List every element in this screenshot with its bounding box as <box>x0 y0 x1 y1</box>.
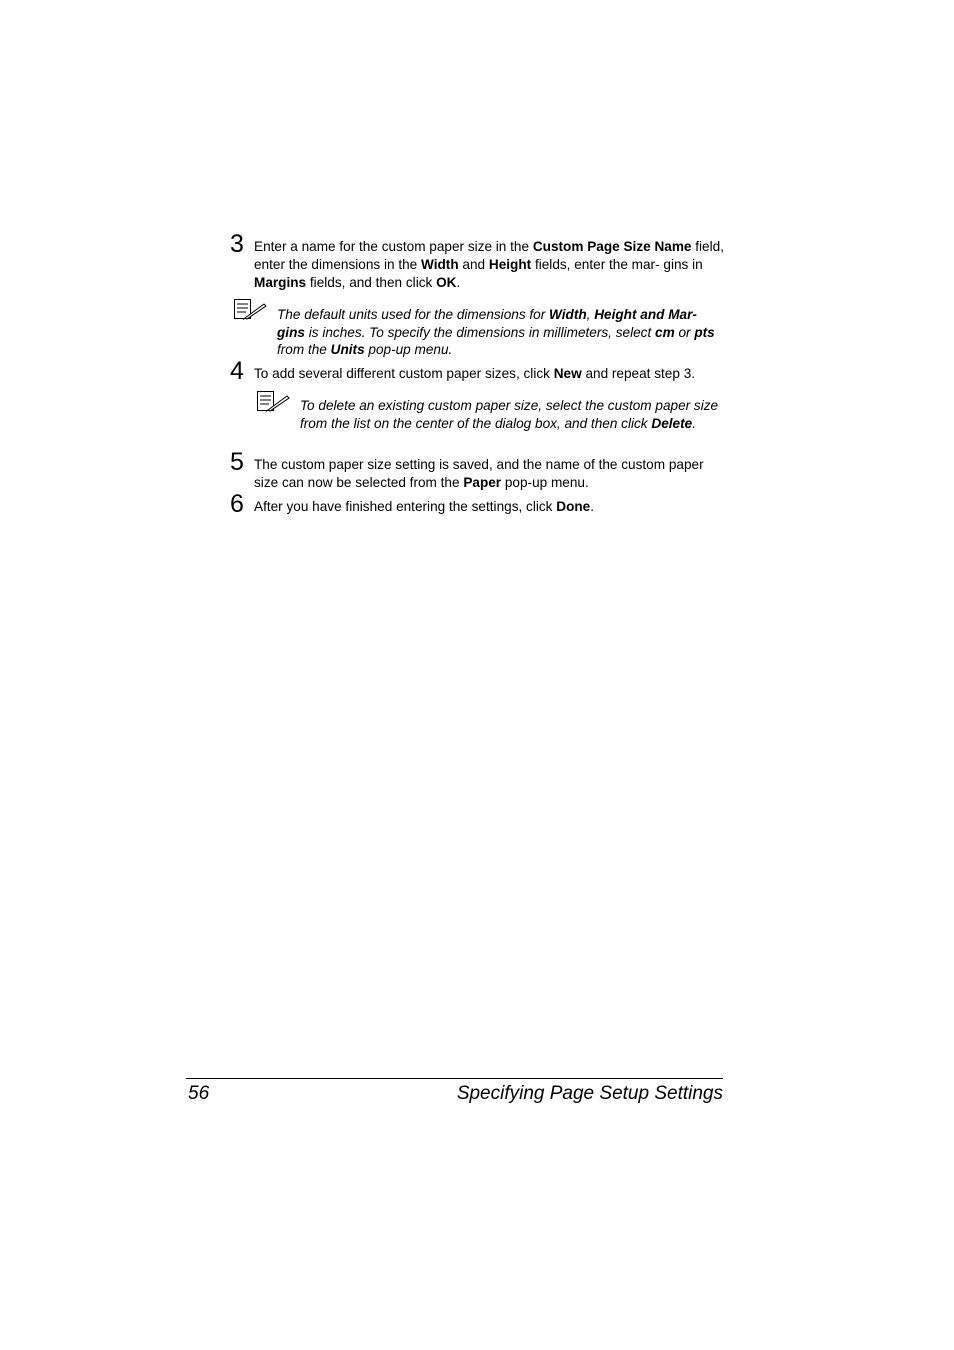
text-run: and <box>458 257 489 272</box>
step-text <box>254 238 724 292</box>
bold-term: Width <box>421 257 459 272</box>
text-run: field, enter the dimensions in the <box>254 239 724 272</box>
text-run: fields, enter the mar- gins in <box>531 257 703 272</box>
bold-term: Height <box>488 257 532 272</box>
step-number: 6 <box>230 490 244 518</box>
footer-rule <box>186 1078 723 1079</box>
text-run: fields, and then click <box>306 275 437 290</box>
text-run: or <box>674 324 695 340</box>
bold-term: Custom Page Size Name <box>532 239 692 254</box>
step-number: 3 <box>230 230 244 258</box>
note-pencil-icon <box>256 390 290 412</box>
text-run: pop-up menu. <box>501 475 589 490</box>
section-title: Specifying Page Setup Settings <box>456 1083 723 1104</box>
bold-term: Units <box>330 342 365 357</box>
step-text <box>254 365 734 383</box>
text-run: , <box>586 307 595 322</box>
text-run: and repeat step 3. <box>581 366 696 381</box>
text-run: . <box>590 499 595 514</box>
text-run: is inches. To specify the dimensions in millimeters, select <box>304 324 656 340</box>
note-pencil-icon <box>233 298 267 320</box>
bold-term: Margins <box>254 275 307 290</box>
bold-term: Width <box>549 307 587 322</box>
text-run: . <box>456 275 461 290</box>
note-text <box>277 306 725 359</box>
bold-term: Delete <box>651 415 693 431</box>
text-run: The default units used for the dimensions for <box>277 307 550 322</box>
step-text <box>254 498 724 516</box>
text-run: To add several different custom paper sizes, click <box>254 366 554 381</box>
text-run: Enter a name for the custom paper size in the <box>254 239 533 254</box>
text-run: . <box>692 415 696 431</box>
text-run: pop-up menu. <box>364 342 453 357</box>
text-run: After you have finished entering the settings, click <box>254 499 557 514</box>
bold-term: pts <box>694 324 715 340</box>
page-number: 56 <box>188 1083 210 1104</box>
bold-term: cm <box>655 324 675 340</box>
text-run: To delete an existing custom paper size, select the custom paper size from the list on the center of the dialog box, and then click <box>300 398 719 431</box>
bold-term: New <box>553 366 582 381</box>
bold-term: Paper <box>463 475 502 490</box>
step-text <box>254 456 704 492</box>
step-number: 5 <box>230 448 244 476</box>
bold-term: Done <box>556 499 591 514</box>
step-number: 4 <box>230 357 244 385</box>
bold-term: OK <box>436 275 457 290</box>
text-run: The custom paper size setting is saved, and the name of the custom paper size can now be selected from the <box>254 457 704 490</box>
text-run: from the <box>277 342 331 357</box>
bold-term: Height and Mar- gins <box>277 307 697 340</box>
note-text <box>300 397 725 432</box>
